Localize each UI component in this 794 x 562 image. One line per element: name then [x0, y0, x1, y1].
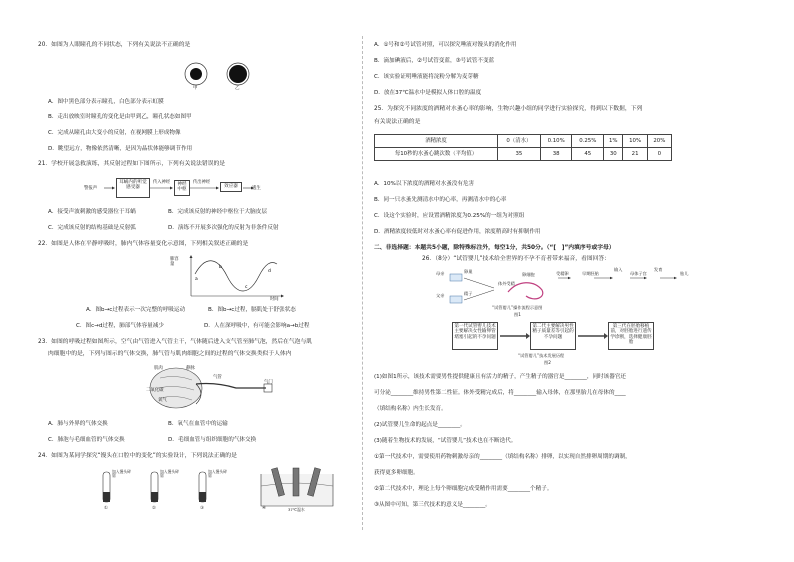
table-cell: 45: [572, 148, 604, 161]
q26-fig1-fertilization: 体外受精: [498, 281, 515, 286]
q24-tube-2: ②: [152, 506, 156, 511]
q23-label-o2: 氧气: [158, 398, 167, 403]
q24-option-a: A．①号和②号试管对照，可以探究唾液对馒头的消化作用: [374, 42, 517, 48]
q26-fig1-father: 父亲: [436, 293, 445, 298]
q23-label-spiracle: 气门: [264, 380, 273, 385]
q26-fig1-fetus: 胎儿: [680, 271, 689, 276]
q26-fig2-number: 图2: [544, 360, 551, 365]
column-divider: [362, 36, 363, 530]
q26-fig1-egg: 卵细胞: [522, 272, 535, 277]
q26-item-3-1b: 获得更多卵细胞。: [374, 470, 419, 476]
table-cell: 0: [647, 148, 671, 161]
q21-flow-alarm: 警报声: [84, 186, 98, 191]
q22-option-c: C．图c→d过程，肺部气体容量减少: [76, 323, 164, 329]
q24-option-c: C．该实验证明唾液能将淀粉分解为麦芽糖: [374, 74, 479, 80]
q21-flow-efferent: 传出神经: [193, 180, 211, 185]
q23-option-b: B．氧气在血管中的运输: [168, 421, 228, 427]
q21-flow-escape: 逃生: [252, 186, 261, 191]
q26-item-3-2: ②第二代技术中，理论上每个卵细胞完成受精作用需要________个精子。: [374, 486, 553, 492]
q26-fig1-caption: “试管婴儿”操作流程示意图: [492, 305, 543, 310]
q26-stem: 26．（8分）“试管婴儿”技术给全世界的不孕不育者带来福音，看图回答：: [422, 256, 611, 262]
table-cell: 0（清水）: [498, 135, 541, 148]
q23-stem-line2: 肉细胞中的是，下列与图示的气体交换，肺气管与肌肉细胞之间的过程的气体交换类似于人体内: [48, 351, 292, 357]
q26-fig1-sperm: 精子: [464, 291, 473, 296]
table-cell: 20%: [647, 135, 671, 148]
q22-stem: 22．如图是人体在平静呼吸时，肺内气体容量变化示意图，下列相关叙述正确的是: [38, 241, 249, 247]
q26-item-3-3: ③从图中可知，第三代技术的意义是________。: [374, 502, 491, 508]
q22-option-a: A．图b→c过程表示一次完整的呼吸运动: [86, 307, 186, 313]
q21-option-b: B．完成该反射的神经中枢位于大脑皮层: [168, 209, 267, 215]
q26-fig1-zygote: 受精卵: [556, 271, 569, 276]
q23-insect-tracheal-figure: [146, 364, 296, 416]
q26-item-2: (2)试管婴儿生命的起点是________。: [374, 422, 466, 428]
q26-fig2-gen2: 第二代主要解决男性精子质量差等引起的不孕问题: [530, 322, 576, 350]
q25-row2-header: 每10秒的水蚤心跳次数（平均值）: [375, 148, 498, 161]
q26-item-1a: (1)如图1所示，该技术需要男性提供健康且有活力的精子，产生精子的器官是________，同时该器官还: [374, 374, 627, 380]
q26-item-1c: （填结构名称）内生长发育。: [374, 406, 447, 412]
q20-label-jia: 甲: [193, 86, 198, 91]
q24-tube-3: ③: [200, 506, 204, 511]
table-cell: 30: [604, 148, 623, 161]
q24-water-bath-label: 37℃温水: [288, 507, 305, 512]
q25-stem: 25．为探究不同浓度的酒精对水蚤心率的影响，生物兴趣小组的同学进行实验探究，得到以下数据，下列: [374, 106, 643, 112]
q25-row1-header: 酒精浓度: [375, 135, 498, 148]
svg-text:d: d: [268, 269, 271, 274]
q26-fig1-develop: 发育: [654, 267, 663, 272]
q24-stem: 24．如图为某同学探究“馒头在口腔中的变化”的实验设计，下列说法正确的是: [38, 453, 237, 459]
table-cell: 21: [623, 148, 647, 161]
q20-option-d: D．眺望远方，物像依然清晰，是因为晶状体能够调节作用: [48, 146, 193, 152]
q21-flow-center: 神经中枢: [174, 180, 190, 196]
table-cell: 1%: [604, 135, 623, 148]
q22-ylabel: 肺容量: [170, 257, 179, 267]
q23-label-vein: 静脉: [186, 366, 195, 371]
q26-item-3-1: ①第一代技术中，需要使用药物刺激母亲的________（填结构名称）排卵，以实现自然排卵周期的调制，: [374, 454, 631, 460]
q24-option-d: D．放在37℃温水中是模拟人体口腔的温度: [374, 90, 482, 96]
q25-data-table: [374, 134, 672, 161]
table-cell: 35: [498, 148, 541, 161]
q22-xlabel: 时间: [270, 297, 279, 302]
q26-fig1-uterus: 母体子宫: [630, 271, 647, 276]
q21-stem: 21．学校开展急救演练，其反射过程如下图所示，下列有关说法错误的是: [38, 161, 226, 167]
q20-label-yi: 乙: [235, 86, 240, 91]
right-column: [374, 0, 754, 562]
q21-flow-afferent: 传入神经: [153, 180, 171, 185]
q24-tube-4: ④: [262, 506, 266, 511]
q22-option-d: D．人在深呼吸中，有可能会影响a→b过程: [204, 323, 310, 329]
q26-fig1-embryo: 早期胚胎: [582, 271, 599, 276]
q24-tube3-label: 加入馒头碎屑: [208, 469, 227, 479]
q26-fig2-caption: “试管婴儿”技术发展历程: [518, 353, 565, 358]
table-cell: 0.25%: [572, 135, 604, 148]
table-cell: 10%: [623, 135, 647, 148]
svg-text:b: b: [219, 265, 222, 270]
q26-fig2-arrows: [498, 330, 610, 342]
q21-option-d: D．演练不开展多次强化的反射为非条件反射: [168, 225, 279, 231]
q22-option-b: B．图b→c过程，膈肌处于舒张状态: [208, 307, 296, 313]
q21-option-a: A．接受声波刺激的感受器位于耳蜗: [48, 209, 136, 215]
table-row: [375, 135, 672, 148]
table-cell: 0.10%: [540, 135, 572, 148]
q24-tube-1: ①: [104, 506, 108, 511]
q25-stem-line2: 有关说法正确的是: [374, 119, 421, 125]
q20-option-c: C．完成从瞳孔由大变小的反射，在视网膜上形成物像: [48, 130, 181, 136]
q26-fig1-transfer: 输入: [614, 267, 623, 272]
q20-eye-figure: [178, 56, 268, 96]
q25-option-d: D．酒精浓度较低时对水蚤心率有促进作用，浓度稍高时有抑制作用: [374, 229, 541, 235]
q23-option-d: D．毛细血管与组织细胞的气体交换: [168, 437, 257, 443]
q23-stem: 23．如图的呼吸过程如图所示，空气由气管进入气管主干，气体随后进入支气管至肺气泡，然后在气泡与肌: [38, 339, 313, 345]
q23-option-c: C．肺泡与毛细血管的气体交换: [48, 437, 125, 443]
q24-tube2-label: 加入馒头碎屑: [160, 469, 179, 479]
q26-fig1-mother: 母亲: [436, 271, 445, 276]
q20-option-a: A．图中黑色部分表示瞳孔，白色部分表示虹膜: [48, 99, 164, 105]
q25-option-a: A．10%以下浓度的酒精对水蚤没有危害: [374, 181, 475, 187]
q23-label-co2: 二氧化碳: [146, 388, 164, 393]
q25-option-c: C．设这个实验时，应设置酒精浓度为0.25%的一组为对照组: [374, 213, 525, 219]
left-column: [38, 0, 356, 562]
q26-fig2-gen1: 第一代试管婴儿技术主要解决女性输卵管堵塞引起的不孕问题: [452, 322, 498, 350]
section-2-heading: 二、非选择题：本题共5小题，除特殊标注外，每空1分，共50分。（“[ ]”内填序号或字母）: [374, 245, 615, 251]
q23-label-trachea: 气管: [213, 375, 222, 380]
q24-tube1-label: 加入馒头碎屑: [112, 469, 131, 479]
q26-fig2-gen3: 第三代在胚胎移植前，对胚胎进行遗传学诊断，选择健康胚胎: [608, 322, 654, 350]
svg-text:c: c: [245, 285, 248, 290]
q26-fig1-ovary: 卵巢: [464, 269, 473, 274]
q23-option-a: A．肺与外界的气体交换: [48, 421, 108, 427]
svg-text:a: a: [195, 277, 198, 282]
q20-stem: 20．如图为人眼瞳孔的不同状态，下列有关说法不正确的是: [38, 42, 191, 48]
q20-option-b: B．走出放映室时瞳孔的变化是由甲到乙，瞳孔状态如图甲: [48, 114, 192, 120]
q21-flow-effector: 效应器: [220, 182, 242, 192]
q26-fig1-number: 图1: [514, 312, 521, 317]
q26-item-3: (3)随着生物技术的发展，“试管婴儿”技术也在不断迭代。: [374, 438, 517, 444]
q21-option-c: C．完成该反射的结构基础是反射弧: [48, 225, 136, 231]
table-row: [375, 148, 672, 161]
q23-label-muscle: 肌肉: [154, 366, 163, 371]
q25-option-b: B．同一只水蚤先测清水中的心率，再测清水中的心率: [374, 197, 507, 203]
table-cell: 38: [540, 148, 572, 161]
q21-flow-receptor: 耳蜗内的听觉感受器: [116, 178, 150, 198]
q26-item-1b: 可分泌________维持男性第二性征。体外受精完成后，将________输入母体，在那里胎儿在母体的____: [374, 390, 626, 396]
q26-ivf-flow-figure: [434, 266, 704, 324]
q24-option-b: B．滴加碘液后，②号试管变蓝，③号试管不变蓝: [374, 58, 495, 64]
